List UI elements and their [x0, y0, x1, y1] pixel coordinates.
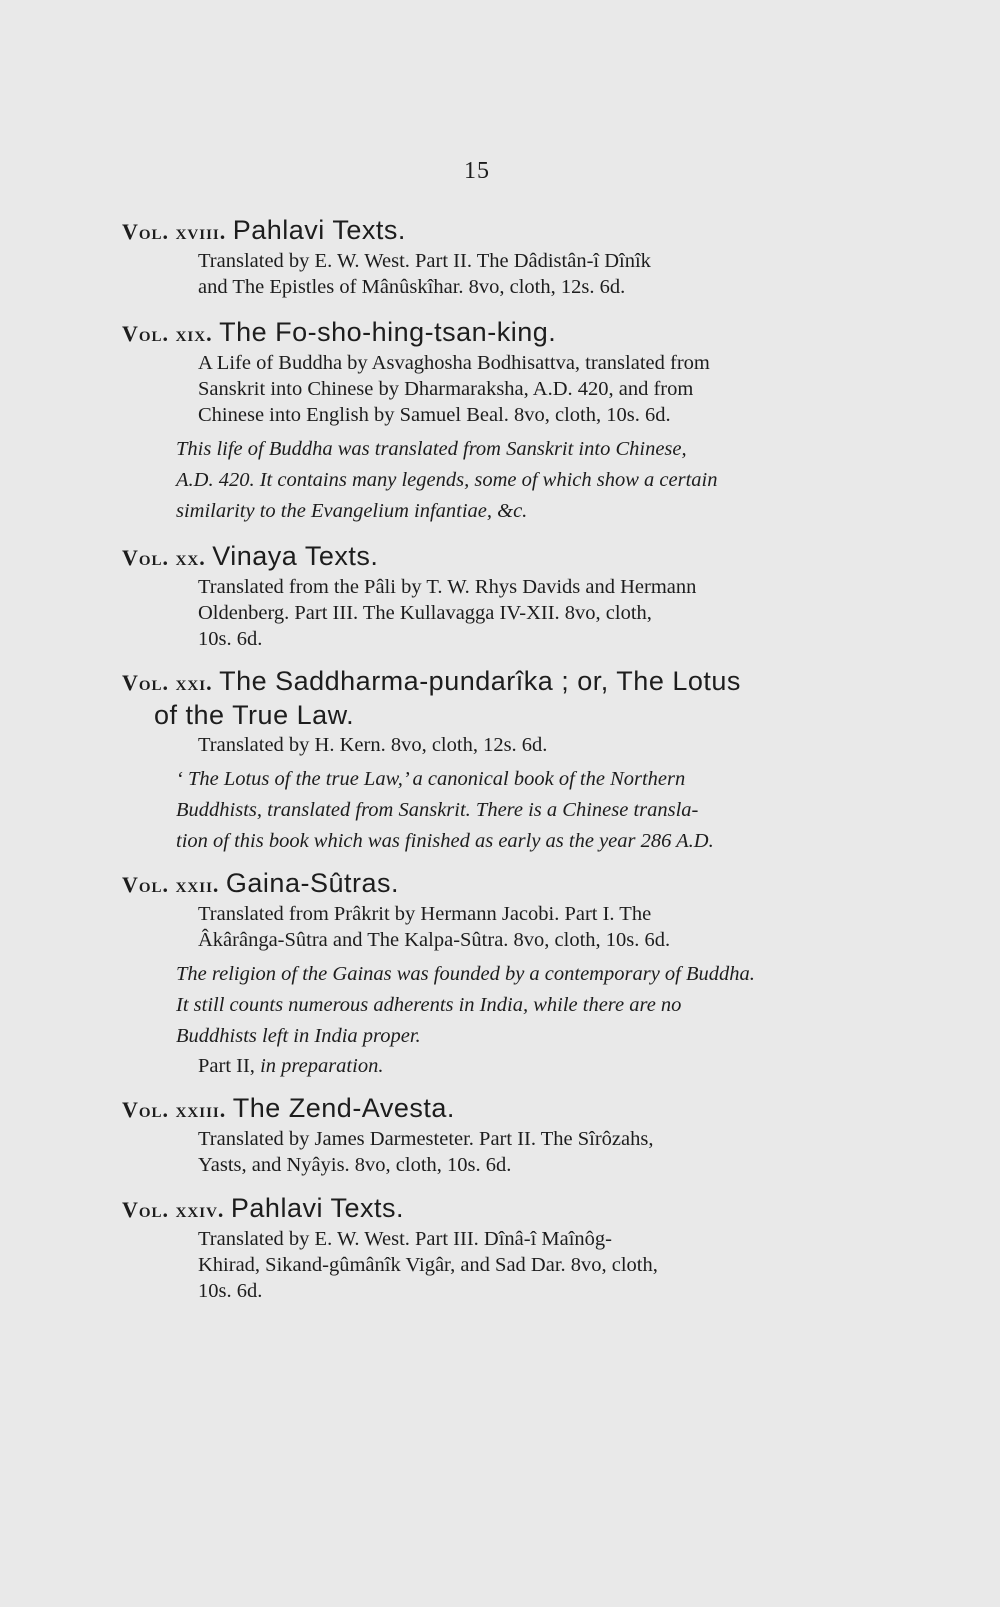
description-line: Translated from Prâkrit by Hermann Jacobi. Part I. The	[198, 903, 652, 925]
description-line: Translated by H. Kern. 8vo, cloth, 12s. 6d.	[198, 734, 548, 756]
description-line: Khirad, Sikand-gûmânîk Vigâr, and Sad Dar. 8vo, cloth,	[198, 1254, 658, 1276]
volume-description	[122, 1126, 842, 1178]
volume-description	[122, 1226, 842, 1304]
note-line: tion of this book which was finished as early as the year 286 A.D.	[176, 830, 714, 852]
page-number: 15	[464, 158, 490, 184]
volume-heading	[122, 1092, 842, 1126]
volume-label: Vol.	[122, 1097, 170, 1122]
volume-number: xxii.	[175, 872, 220, 897]
note-line: ‘ The Lotus of the true Law,’ a canonical book of the Northern	[176, 768, 686, 790]
note-line: Buddhists, translated from Sanskrit. There is a Chinese transla-	[176, 799, 699, 821]
volume-title: Vinaya Texts.	[212, 541, 379, 571]
volume-number: xix.	[175, 321, 213, 346]
volume-title: The Zend-Avesta.	[232, 1093, 455, 1123]
volume-title: Gaina-Sûtras.	[225, 868, 399, 898]
description-line: A Life of Buddha by Asvaghosha Bodhisattva, translated from	[198, 352, 710, 374]
description-line: Yasts, and Nyâyis. 8vo, cloth, 10s. 6d.	[198, 1154, 512, 1176]
description-line: Translated by E. W. West. Part II. The Dâdistân-î Dînîk	[198, 250, 651, 272]
note-line: This life of Buddha was translated from Sanskrit into Chinese,	[176, 438, 687, 460]
description-line: Âkârânga-Sûtra and The Kalpa-Sûtra. 8vo, cloth, 10s. 6d.	[198, 929, 671, 951]
note-line: The religion of the Gainas was founded by a contemporary of Buddha.	[176, 963, 755, 985]
volume-number: xxi.	[175, 670, 213, 695]
volume-entry-xix	[122, 316, 842, 527]
volume-note	[122, 434, 842, 527]
volume-description	[122, 350, 842, 428]
description-line: Translated from the Pâli by T. W. Rhys Davids and Hermann	[198, 576, 697, 598]
volume-heading	[122, 665, 842, 699]
note-line: similarity to the Evangelium infantiae, &c.	[176, 500, 528, 522]
volume-entry-xxi	[122, 665, 842, 857]
description-line: Sanskrit into Chinese by Dharmaraksha, A.D. 420, and from	[198, 378, 694, 400]
description-line: 10s. 6d.	[198, 628, 263, 650]
volume-note	[122, 764, 842, 857]
preparation-notice	[122, 1052, 842, 1080]
description-line: Translated by E. W. West. Part III. Dînâ-î Maînôg-	[198, 1228, 612, 1250]
volume-label: Vol.	[122, 545, 170, 570]
volume-label: Vol.	[122, 1197, 170, 1222]
volume-label: Vol.	[122, 219, 170, 244]
volume-label: Vol.	[122, 670, 170, 695]
volume-heading	[122, 867, 842, 901]
volume-description	[122, 901, 842, 953]
description-line: Chinese into English by Samuel Beal. 8vo, cloth, 10s. 6d.	[198, 404, 671, 426]
description-line: Translated by James Darmesteter. Part II. The Sîrôzahs,	[198, 1128, 654, 1150]
volume-description	[122, 574, 842, 652]
volume-title: Pahlavi Texts.	[230, 1193, 404, 1223]
volume-number: xxiii.	[175, 1097, 227, 1122]
volume-description	[122, 732, 842, 758]
volume-title: The Fo-sho-hing-tsan-king.	[219, 317, 557, 347]
volume-number: xx.	[175, 545, 206, 570]
preparation-status: in preparation.	[260, 1055, 384, 1077]
volume-number: xviii.	[175, 219, 227, 244]
volume-heading	[122, 214, 842, 248]
volume-heading	[122, 1192, 842, 1226]
volume-description	[122, 248, 842, 300]
description-line: 10s. 6d.	[198, 1280, 263, 1302]
volume-note	[122, 959, 842, 1052]
description-line: Oldenberg. Part III. The Kullavagga IV-XII. 8vo, cloth,	[198, 602, 652, 624]
volume-entry-xxii	[122, 867, 842, 1080]
volume-label: Vol.	[122, 872, 170, 897]
volume-entry-xxiii	[122, 1092, 842, 1178]
volume-title-line-2: of the True Law.	[154, 700, 355, 730]
volume-entry-xviii	[122, 214, 842, 300]
volume-heading	[122, 316, 842, 350]
note-line: A.D. 420. It contains many legends, some of which show a certain	[176, 469, 718, 491]
volume-number: xxiv.	[175, 1197, 225, 1222]
volume-heading	[122, 540, 842, 574]
volume-entry-xxiv	[122, 1192, 842, 1304]
volume-title: Pahlavi Texts.	[232, 215, 406, 245]
note-line: It still counts numerous adherents in India, while there are no	[176, 994, 682, 1016]
volume-title: The Saddharma-pundarîka ; or, The Lotus	[219, 666, 741, 696]
volume-title-continued	[122, 699, 842, 732]
description-line: and The Epistles of Mânûskîhar. 8vo, cloth, 12s. 6d.	[198, 276, 626, 298]
volume-label: Vol.	[122, 321, 170, 346]
note-line: Buddhists left in India proper.	[176, 1025, 421, 1047]
preparation-part: Part II,	[198, 1055, 261, 1077]
volume-entry-xx	[122, 540, 842, 652]
